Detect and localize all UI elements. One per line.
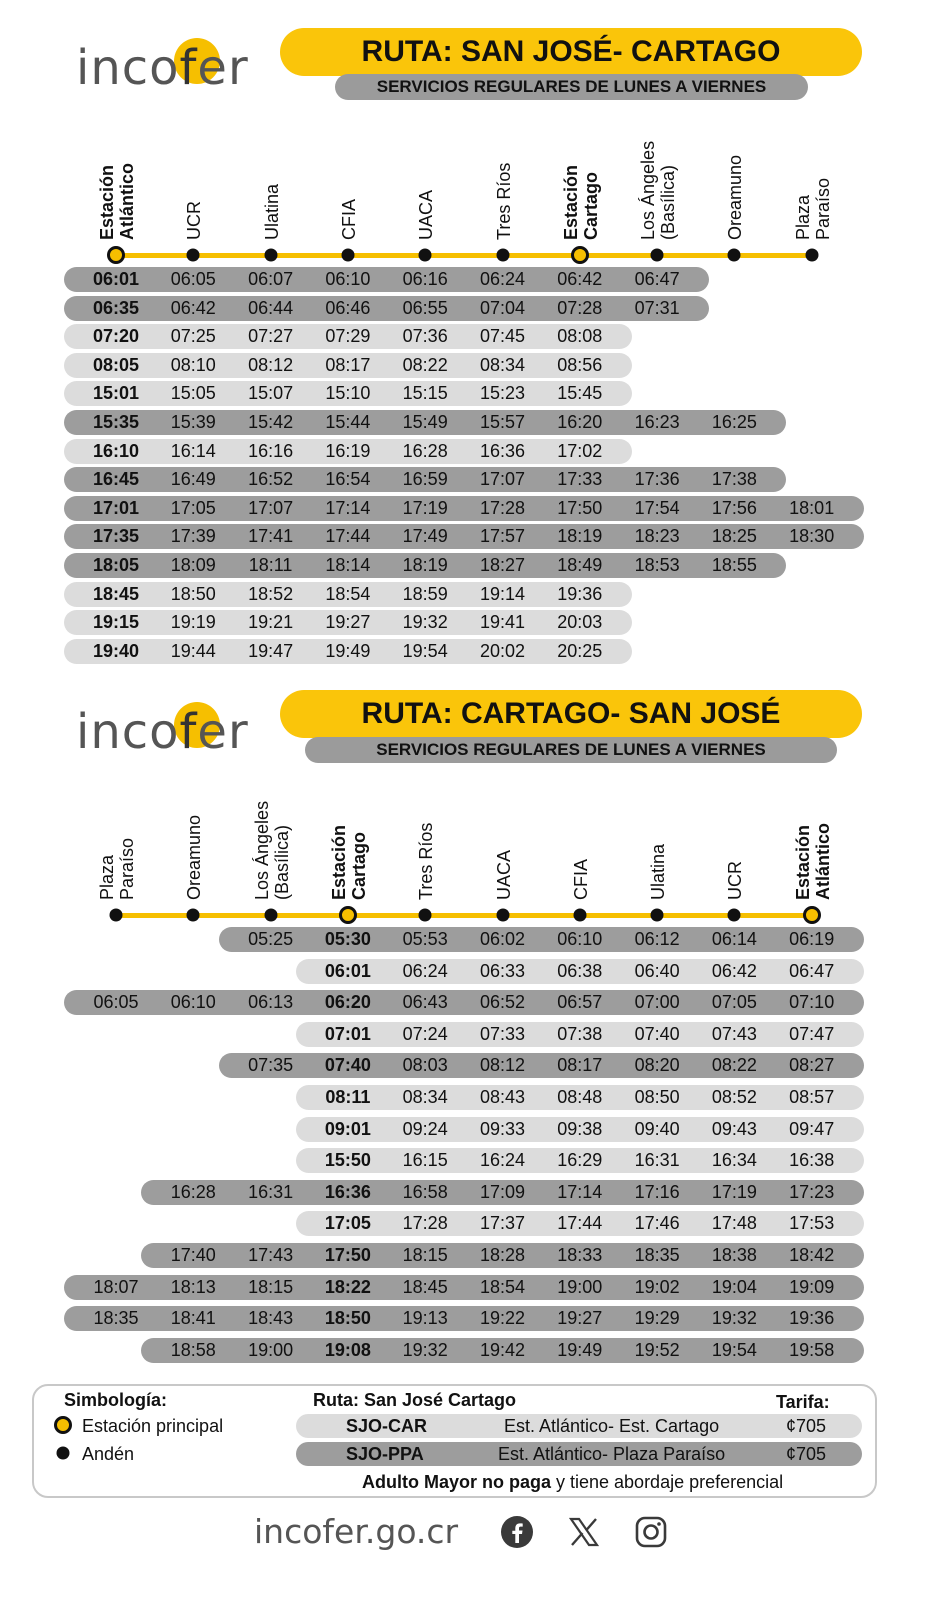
route2-subtitle: SERVICIOS REGULARES DE LUNES A VIERNES	[305, 737, 837, 763]
station-label: Estación Cartago	[560, 164, 601, 240]
senior-note-rest: y tiene abordaje preferencial	[551, 1472, 784, 1492]
website-text: incofer.go.cr	[254, 1512, 459, 1551]
incofer-logo: incofer	[76, 704, 249, 760]
instagram-icon[interactable]	[634, 1515, 668, 1554]
station-label: UACA	[493, 849, 514, 900]
departure-time: 19:36	[789, 1308, 835, 1329]
departure-time: 18:35	[634, 1245, 680, 1265]
departure-time: 17:54	[634, 497, 680, 518]
departure-time: 18:52	[248, 583, 294, 604]
departure-time: 19:40	[92, 640, 140, 661]
departure-time: 06:14	[711, 929, 757, 949]
senior-note	[362, 1472, 783, 1493]
departure-time: 06:12	[634, 929, 680, 949]
departure-time: 18:07	[93, 1276, 139, 1297]
station-label: Estación Cartago	[328, 824, 369, 900]
platform-marker	[419, 909, 432, 922]
departure-time: 15:45	[557, 383, 603, 404]
departure-time: 15:23	[479, 383, 526, 404]
facebook-icon[interactable]	[500, 1515, 534, 1554]
departure-time: 06:35	[92, 297, 140, 318]
departure-time: 08:50	[634, 1087, 680, 1107]
departure-time: 17:07	[479, 469, 526, 490]
departure-time: 18:25	[711, 526, 757, 547]
main-station-marker	[107, 246, 125, 264]
departure-time: 18:05	[92, 555, 140, 575]
departure-time: 16:28	[402, 440, 448, 461]
route-line	[116, 253, 812, 258]
departure-time: 16:34	[711, 1150, 757, 1171]
route2-title: RUTA: CARTAGO- SAN JOSÉ	[280, 690, 862, 738]
departure-time: 17:39	[170, 526, 216, 547]
departure-time: 08:57	[789, 1087, 835, 1107]
station-label: Plaza Paraíso	[792, 177, 833, 240]
departure-time: 16:28	[170, 1181, 216, 1202]
departure-time: 18:27	[479, 555, 526, 575]
departure-time: 18:54	[325, 583, 371, 604]
route-line	[116, 913, 812, 918]
platform-marker	[728, 249, 741, 262]
departure-time: 17:50	[324, 1245, 371, 1265]
departure-time: 19:54	[711, 1339, 757, 1360]
departure-time: 17:56	[711, 497, 757, 518]
departure-time: 07:29	[325, 326, 371, 347]
departure-time: 18:43	[248, 1308, 294, 1329]
departure-time: 08:34	[402, 1087, 448, 1107]
departure-time: 07:31	[634, 297, 680, 318]
departure-time: 17:48	[711, 1213, 757, 1234]
departure-time: 07:38	[557, 1023, 603, 1044]
departure-time: 08:10	[170, 354, 216, 375]
fare-code: SJO-PPA	[346, 1444, 424, 1464]
departure-time: 06:10	[557, 929, 603, 949]
platform-marker	[496, 249, 509, 262]
departure-time: 07:04	[479, 297, 526, 318]
departure-time: 08:20	[634, 1055, 680, 1076]
platform-marker	[651, 909, 664, 922]
departure-time: 05:30	[324, 929, 371, 949]
departure-time: 16:36	[324, 1181, 371, 1202]
departure-time: 08:56	[557, 354, 603, 375]
departure-time: 09:43	[711, 1118, 757, 1139]
departure-time: 16:29	[557, 1150, 603, 1171]
fare-desc: Est. Atlántico- Plaza Paraíso	[498, 1444, 726, 1464]
departure-time: 18:50	[170, 583, 216, 604]
departure-time: 18:01	[789, 497, 835, 518]
departure-time: 16:14	[170, 440, 216, 461]
departure-time: 17:33	[557, 469, 603, 490]
departure-time: 17:05	[170, 497, 216, 518]
station-label: Tres Ríos	[416, 822, 437, 900]
departure-time: 17:53	[789, 1213, 835, 1234]
departure-time: 19:49	[325, 640, 371, 661]
incofer-logo: incofer	[76, 40, 249, 96]
departure-time: 16:52	[248, 469, 294, 490]
departure-time: 06:42	[711, 960, 757, 981]
departure-time: 07:25	[170, 326, 216, 347]
departure-time: 18:28	[479, 1245, 526, 1265]
departure-time: 17:14	[325, 497, 371, 518]
station-label: Tres Ríos	[493, 162, 514, 240]
departure-time: 17:09	[479, 1181, 526, 1202]
station-label: UCR	[725, 861, 746, 900]
platform-marker	[264, 249, 277, 262]
departure-time: 06:42	[557, 269, 603, 289]
departure-time: 18:15	[248, 1276, 294, 1297]
departure-time: 16:45	[92, 469, 140, 490]
departure-time: 16:15	[402, 1150, 448, 1171]
departure-time: 17:46	[634, 1213, 680, 1234]
departure-time: 06:16	[402, 269, 448, 289]
departure-time: 17:02	[557, 440, 603, 461]
departure-time: 19:14	[479, 583, 526, 604]
departure-time: 16:36	[479, 440, 526, 461]
station-label: Ulatina	[261, 183, 282, 240]
departure-time: 15:05	[170, 383, 216, 404]
x-icon[interactable]	[568, 1516, 600, 1553]
main-station-marker	[571, 246, 589, 264]
platform-marker	[651, 249, 664, 262]
departure-time: 06:40	[634, 960, 680, 981]
website-link[interactable]	[254, 1512, 458, 1551]
departure-time: 07:40	[324, 1055, 371, 1076]
departure-time: 17:01	[92, 497, 140, 518]
departure-time: 18:49	[557, 555, 603, 575]
departure-time: 17:19	[402, 497, 448, 518]
departure-time: 19:15	[92, 612, 140, 633]
departure-time: 18:13	[170, 1276, 216, 1297]
departure-time: 06:44	[248, 297, 294, 318]
departure-time: 19:36	[557, 583, 603, 604]
departure-time: 08:27	[789, 1055, 835, 1076]
departure-time: 19:44	[170, 640, 216, 661]
departure-time: 19:19	[170, 612, 216, 633]
departure-time: 06:02	[479, 929, 526, 949]
departure-time: 07:00	[634, 992, 680, 1013]
departure-time: 19:13	[402, 1308, 448, 1329]
departure-time: 19:22	[479, 1308, 526, 1329]
departure-time: 08:03	[402, 1055, 448, 1076]
departure-time: 15:50	[324, 1150, 371, 1171]
departure-time: 06:47	[634, 269, 680, 289]
departure-time: 19:02	[634, 1276, 680, 1297]
departure-time: 18:58	[170, 1339, 216, 1360]
departure-time: 19:52	[634, 1339, 680, 1360]
departure-time: 19:32	[711, 1308, 757, 1329]
departure-time: 09:40	[634, 1118, 680, 1139]
departure-time: 06:24	[479, 269, 526, 289]
departure-time: 19:32	[402, 1339, 448, 1360]
departure-time: 08:12	[248, 354, 294, 375]
main-station-marker	[339, 906, 357, 924]
departure-time: 06:10	[325, 269, 371, 289]
departure-time: 07:05	[711, 992, 757, 1013]
departure-time: 19:54	[402, 640, 448, 661]
departure-time: 17:40	[170, 1245, 216, 1265]
departure-time: 17:44	[325, 526, 371, 547]
departure-time: 08:12	[479, 1055, 526, 1076]
departure-time: 07:20	[92, 326, 140, 347]
main-station-marker	[803, 906, 821, 924]
departure-time: 06:07	[248, 269, 294, 289]
departure-time: 20:02	[479, 640, 526, 661]
departure-time: 06:24	[402, 960, 448, 981]
departure-time: 08:52	[711, 1087, 757, 1107]
departure-time: 17:36	[634, 469, 680, 490]
departure-time: 06:42	[170, 297, 216, 318]
departure-time: 17:35	[92, 526, 140, 547]
departure-time: 18:09	[170, 555, 216, 575]
station-label: Plaza Paraíso	[97, 837, 137, 900]
legend-platform: Andén	[82, 1444, 135, 1464]
departure-time: 09:01	[324, 1118, 371, 1139]
departure-time: 08:34	[479, 354, 526, 375]
platform-icon	[57, 1447, 70, 1460]
departure-time: 07:33	[479, 1023, 526, 1044]
fare-code: SJO-CAR	[346, 1416, 428, 1436]
departure-time: 17:50	[557, 497, 603, 518]
departure-time: 15:57	[479, 412, 526, 432]
departure-time: 06:05	[93, 992, 139, 1013]
departure-time: 09:38	[557, 1118, 603, 1139]
departure-time: 19:09	[789, 1276, 835, 1297]
departure-time: 07:35	[248, 1055, 294, 1076]
fare-row	[296, 1414, 862, 1438]
departure-time: 15:39	[170, 412, 216, 432]
departure-time: 18:30	[789, 526, 835, 547]
station-label: Los Ángeles (Basílica)	[251, 800, 292, 900]
departure-time: 07:43	[711, 1023, 757, 1044]
legend-main-station: Estación principal	[82, 1416, 224, 1436]
departure-time: 15:42	[248, 412, 294, 432]
departure-time: 06:20	[324, 992, 371, 1013]
departure-time: 17:49	[402, 526, 448, 547]
station-label: Estación Atlántico	[97, 162, 137, 240]
departure-time: 07:24	[402, 1023, 448, 1044]
departure-time: 16:10	[92, 440, 140, 461]
departure-time: 19:29	[634, 1308, 680, 1329]
departure-time: 18:35	[93, 1308, 139, 1329]
station-label: UCR	[184, 201, 205, 240]
departure-time: 06:55	[402, 297, 448, 318]
departure-time: 17:23	[789, 1181, 835, 1202]
departure-time: 07:36	[402, 326, 448, 347]
departure-time: 18:41	[170, 1308, 216, 1329]
station-label: Oreamuno	[184, 814, 205, 900]
departure-time: 07:10	[789, 992, 835, 1013]
departure-time: 19:27	[557, 1308, 603, 1329]
platform-marker	[419, 249, 432, 262]
station-label: Los Ángeles (Basílica)	[638, 140, 679, 240]
platform-marker	[264, 909, 277, 922]
legend-title: Simbología:	[64, 1390, 167, 1410]
departure-time: 17:28	[479, 497, 526, 518]
departure-time: 06:13	[248, 992, 294, 1013]
departure-time: 18:33	[557, 1245, 603, 1265]
departure-time: 06:05	[170, 269, 216, 289]
platform-marker	[573, 909, 586, 922]
platform-marker	[728, 909, 741, 922]
departure-time: 16:58	[402, 1181, 448, 1202]
departure-time: 18:11	[248, 555, 293, 575]
departure-time: 15:15	[402, 383, 448, 404]
main-station-icon	[54, 1416, 72, 1434]
departure-time: 18:55	[711, 555, 757, 575]
departure-time: 08:17	[325, 354, 371, 375]
departure-time: 19:21	[248, 612, 294, 633]
departure-time: 17:43	[248, 1245, 294, 1265]
legend-route-label: Ruta: San José Cartago	[313, 1390, 517, 1410]
departure-time: 17:05	[324, 1213, 371, 1234]
departure-time: 18:54	[479, 1276, 526, 1297]
departure-time: 19:32	[402, 612, 448, 633]
station-label: Ulatina	[648, 843, 669, 900]
departure-time: 20:03	[557, 612, 603, 633]
departure-time: 18:45	[92, 583, 140, 604]
departure-time: 17:37	[479, 1213, 526, 1234]
platform-marker	[187, 909, 200, 922]
departure-time: 18:45	[402, 1276, 448, 1297]
departure-time: 19:49	[557, 1339, 603, 1360]
departure-time: 19:27	[325, 612, 371, 633]
legend-box	[32, 1384, 877, 1498]
platform-marker	[187, 249, 200, 262]
fare-row	[296, 1442, 862, 1466]
platform-marker	[110, 909, 123, 922]
departure-time: 08:08	[557, 326, 603, 347]
platform-marker	[496, 909, 509, 922]
fare-price: ¢705	[786, 1416, 827, 1436]
departure-time: 08:05	[92, 354, 140, 375]
legend-fare-label: Tarifa:	[776, 1392, 830, 1412]
departure-time: 15:01	[92, 383, 140, 404]
senior-note-bold: Adulto Mayor no paga	[362, 1472, 551, 1492]
departure-time: 16:19	[325, 440, 371, 461]
departure-time: 15:10	[325, 383, 371, 404]
station-label: Estación Atlántico	[792, 822, 833, 900]
platform-marker	[805, 249, 818, 262]
departure-time: 07:01	[324, 1023, 371, 1044]
departure-time: 09:47	[789, 1118, 835, 1139]
station-label: Oreamuno	[725, 154, 746, 240]
departure-time: 06:52	[479, 992, 526, 1013]
departure-time: 18:59	[402, 583, 448, 604]
departure-time: 16:20	[557, 412, 603, 432]
departure-time: 07:28	[557, 297, 603, 318]
station-label: CFIA	[570, 858, 591, 900]
departure-time: 08:48	[557, 1087, 603, 1107]
departure-time: 17:19	[711, 1181, 757, 1202]
departure-time: 20:25	[557, 640, 603, 661]
fare-price: ¢705	[786, 1444, 827, 1464]
departure-time: 16:38	[789, 1150, 835, 1171]
departure-time: 06:43	[402, 992, 448, 1013]
departure-time: 07:27	[248, 326, 294, 347]
departure-time: 18:19	[402, 555, 448, 575]
departure-time: 19:08	[324, 1339, 371, 1360]
departure-time: 16:24	[479, 1150, 526, 1171]
departure-time: 05:53	[402, 929, 448, 949]
departure-time: 08:11	[325, 1087, 371, 1107]
departure-time: 16:23	[634, 412, 680, 432]
departure-time: 18:42	[789, 1245, 835, 1265]
departure-time: 16:25	[711, 412, 757, 432]
departure-time: 16:49	[170, 469, 216, 490]
departure-time: 18:50	[324, 1308, 371, 1329]
departure-time: 06:47	[789, 960, 835, 981]
departure-time: 16:31	[634, 1150, 680, 1171]
departure-time: 05:25	[248, 929, 294, 949]
departure-time: 08:22	[711, 1055, 757, 1076]
departure-time: 16:16	[248, 440, 294, 461]
departure-time: 19:47	[248, 640, 294, 661]
departure-time: 06:19	[789, 929, 835, 949]
departure-time: 18:14	[325, 555, 371, 575]
departure-time: 06:38	[557, 960, 603, 981]
departure-time: 19:58	[789, 1339, 835, 1360]
departure-time: 09:24	[402, 1118, 448, 1139]
departure-time: 07:40	[634, 1023, 680, 1044]
departure-time: 17:41	[248, 526, 294, 547]
route1-title: RUTA: SAN JOSÉ- CARTAGO	[280, 28, 862, 76]
station-label: UACA	[416, 189, 437, 240]
departure-time: 17:57	[479, 526, 526, 547]
departure-time: 06:46	[325, 297, 371, 318]
departure-time: 06:33	[479, 960, 526, 981]
departure-time: 15:07	[248, 383, 294, 404]
departure-time: 19:42	[479, 1339, 526, 1360]
fare-desc: Est. Atlántico- Est. Cartago	[504, 1416, 720, 1436]
departure-time: 18:15	[402, 1245, 448, 1265]
departure-time: 17:16	[634, 1181, 680, 1202]
departure-time: 18:53	[634, 555, 680, 575]
departure-time: 08:43	[479, 1087, 526, 1107]
departure-time: 15:49	[402, 412, 448, 432]
departure-time: 07:47	[789, 1023, 835, 1044]
departure-time: 17:38	[711, 469, 757, 490]
departure-time: 18:22	[324, 1276, 371, 1297]
departure-time: 19:00	[248, 1339, 294, 1360]
departure-time: 19:41	[479, 612, 526, 633]
departure-time: 06:57	[557, 992, 603, 1013]
route1-subtitle: SERVICIOS REGULARES DE LUNES A VIERNES	[335, 74, 808, 100]
departure-time: 19:00	[557, 1276, 603, 1297]
departure-time: 17:28	[402, 1213, 448, 1234]
departure-time: 17:14	[557, 1181, 603, 1202]
departure-time: 08:17	[557, 1055, 603, 1076]
departure-time: 15:35	[92, 412, 140, 432]
departure-time: 17:44	[557, 1213, 603, 1234]
departure-time: 07:45	[479, 326, 526, 347]
departure-time: 06:10	[170, 992, 216, 1013]
departure-time: 06:01	[324, 960, 371, 981]
station-label: CFIA	[338, 198, 359, 240]
departure-time: 16:31	[248, 1181, 294, 1202]
departure-time: 16:54	[325, 469, 371, 490]
departure-time: 16:59	[402, 469, 448, 490]
departure-time: 06:01	[92, 269, 140, 289]
departure-time: 15:44	[325, 412, 371, 432]
departure-time: 18:23	[634, 526, 680, 547]
departure-time: 18:19	[557, 526, 603, 547]
departure-time: 19:04	[711, 1276, 757, 1297]
departure-time: 08:22	[402, 354, 448, 375]
platform-marker	[341, 249, 354, 262]
departure-time: 17:07	[248, 497, 294, 518]
departure-time: 09:33	[479, 1118, 526, 1139]
departure-time: 18:38	[711, 1245, 757, 1265]
